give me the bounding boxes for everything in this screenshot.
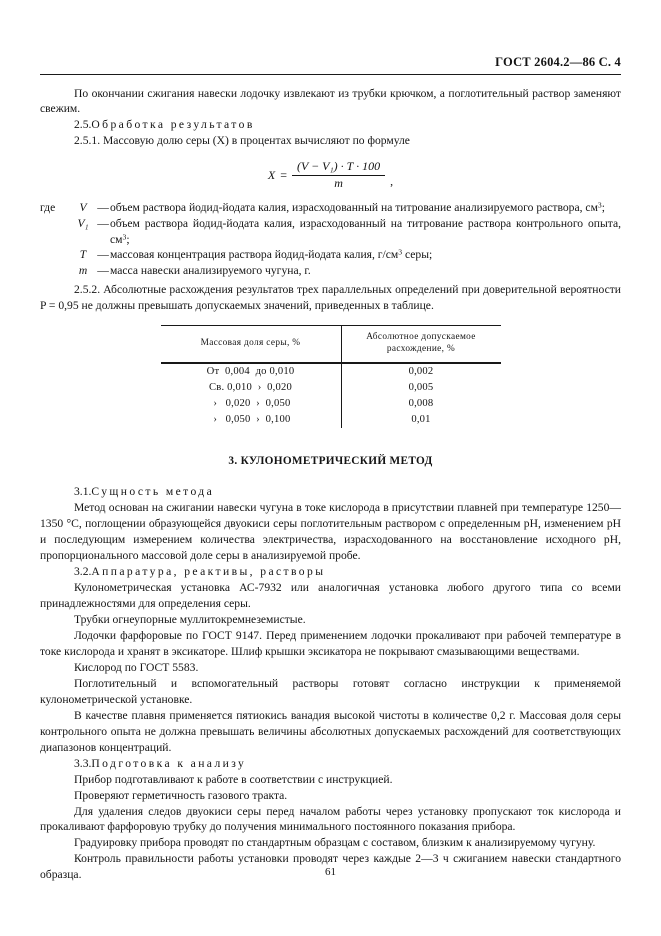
where-label: где — [40, 201, 56, 215]
paragraph-3-3-item: Для удаления следов двуокиси серы перед началом работы через установку пропускают ток кислорода и прокаливают фарфоровую трубку до получения минимального постоянного показания прибора. — [40, 804, 621, 834]
standard-reference: ГОСТ 2604.2—86 С. 4 — [495, 55, 621, 69]
tolerance-table-wrapper — [40, 325, 621, 428]
cell-tolerance: 0,002 — [408, 365, 434, 377]
cell-range — [161, 412, 342, 428]
formula-variable-definitions — [40, 200, 621, 279]
variable-description: объем раствора йодид-йодата калия, израсходованный на титрование раствора контрольного опыта, $см^3$; — [110, 216, 621, 246]
range-value: › 0,020 › 0,050 — [210, 398, 291, 410]
paragraph-2-5-2: 2.5.2. Абсолютные расхождения результатов трех параллельных определений при доверительной вероятности P = 0,95 не должны превышать допускаемых значений, приведенных в таблице. — [40, 282, 621, 312]
subsection-3-2-heading — [40, 564, 621, 580]
formula-denominator: m — [334, 176, 343, 191]
variable-definition-row — [40, 216, 621, 248]
variable-definition-row — [40, 263, 621, 279]
paragraph-3-2-item: Поглотительный и вспомогательный растворы готовят согласно инструкции к применяемой кулонометрической установке. — [40, 676, 621, 706]
page-footer — [0, 866, 661, 878]
paragraph-3-1-body: Метод основан на сжигании навески чугуна в токе кислорода в присутствии плавней при температуре 1250—1350 °С, поглощении образующейся двуокиси серы поглотительным раствором с определенным pH, изменением pH и последующим измерением количества электричества, израсходованного на восстановление исходного pH, пропорционального массовой доле серы в анализируемой пробе. — [40, 500, 621, 562]
paragraph-3-3-item: Градуировку прибора проводят по стандартным образцам с составом, близким к анализируемому чугуну. — [74, 836, 596, 850]
variable-definition-row — [40, 247, 621, 263]
paragraph-3-2-item: В качестве плавня применяется пятиокись ванадия высокой чистоты в количестве 0,2 г. Массовая доля серы контрольного опыта не должна превышать величины абсолютных допускаемых расхождений для соответствующих диапазонов концентраций. — [40, 708, 621, 754]
paragraph-3-3-item: Проверяют герметичность газового тракта. — [74, 788, 288, 802]
subsection-3-2-number: 3.2. — [74, 564, 92, 578]
subsection-2-5-title: Обработка результатов — [91, 118, 255, 132]
range-value: › 0,050 › 0,100 — [210, 414, 291, 426]
table-header — [161, 325, 501, 363]
range-value: От 0,004 до 0,010 — [206, 365, 295, 377]
variable-symbol: T — [79, 248, 87, 262]
formula-equals: = — [280, 168, 287, 183]
column-header-absolute-tolerance: Абсолютное допускаемое расхождение, % — [341, 325, 501, 363]
subsection-3-3-number: 3.3. — [74, 756, 92, 770]
section-3-heading: 3. КУЛОНОМЕТРИЧЕСКИЙ МЕТОД — [228, 455, 433, 468]
variable-description: массовая концентрация раствора йодид-йодата калия, $г/см^3$ серы; — [110, 247, 433, 262]
document-body — [40, 75, 621, 884]
subsection-2-5-number: 2.5. — [74, 118, 92, 132]
paragraph-3-2-item: Лодочки фарфоровые по ГОСТ 9147. Перед применением лодочки прокаливают при рабочей температуре в токе кислорода и хранят в эксикаторе. Шлиф крышки эксикатора не покрывают смазывающими веществами. — [40, 628, 621, 658]
tolerance-table — [161, 325, 501, 428]
variable-dash: — — [97, 264, 109, 278]
variable-description: объем раствора йодид-йодата калия, израсходованный на титрование анализируемого раствора, $см^3$; — [110, 200, 605, 215]
table-row — [161, 363, 501, 380]
column-header-sulfur-fraction: Массовая доля серы, % — [161, 325, 342, 363]
subsection-3-3-heading — [40, 756, 621, 772]
table-header-row — [161, 325, 501, 363]
cell-tolerance: 0,008 — [408, 398, 434, 410]
subsection-3-1-heading — [40, 484, 621, 500]
variable-symbol: m — [78, 264, 88, 278]
formula-lhs: X — [267, 168, 276, 183]
page-number: 61 — [325, 866, 336, 878]
cell-range — [161, 363, 342, 380]
formula-sulfur-mass-fraction — [40, 160, 621, 191]
cell-tolerance: 0,01 — [411, 414, 431, 426]
formula-fraction — [292, 160, 385, 191]
paragraph-3-3-item: Контроль правильности работы установки проводят через каждые 2—3 ч сжиганием навески стандартного образца. — [40, 852, 621, 882]
paragraph-3-2-item: Кулонометрическая установка АС-7932 или аналогичная установка любого другого типа со всеми принадлежностями для определения серы. — [40, 580, 621, 610]
subsection-3-3-title: Подготовка к анализу — [91, 756, 247, 770]
variable-description: масса навески анализируемого чугуна, г. — [110, 264, 311, 278]
variable-symbol: V — [79, 201, 87, 215]
cell-range — [161, 396, 342, 412]
cell-range — [161, 380, 342, 396]
formula-trailing-comma: , — [390, 174, 394, 189]
table-row — [161, 380, 501, 396]
table-body — [161, 363, 501, 428]
range-value: Св. 0,010 › 0,020 — [209, 382, 292, 393]
subsection-3-1-title: Сущность метода — [91, 484, 215, 498]
variable-symbol: V₁ — [77, 216, 89, 230]
subsection-3-2-title: Аппаратура, реактивы, растворы — [91, 564, 326, 578]
variable-dash: — — [97, 201, 109, 215]
page-header — [40, 0, 621, 69]
table-row — [161, 396, 501, 412]
paragraph-3-2-item: Кислород по ГОСТ 5583. — [74, 660, 199, 674]
paragraph-2-5-1: 2.5.1. Массовую долю серы (X) в процентах вычисляют по формуле — [74, 134, 410, 148]
paragraph-3-3-item: Прибор подготавливают к работе в соответствии с инструкцией. — [74, 772, 393, 786]
subsection-3-1-number: 3.1. — [74, 484, 92, 498]
subsection-2-5-heading — [40, 117, 621, 133]
variable-definition-row — [40, 200, 621, 216]
table-row — [161, 412, 501, 428]
formula-numerator: (V − V₁) · T · 100 — [292, 160, 385, 176]
cell-tolerance: 0,005 — [408, 382, 434, 393]
variable-dash: — — [97, 216, 109, 230]
paragraph-intro: По окончании сжигания навески лодочку извлекают из трубки крючком, а поглотительный раствор заменяют свежим. — [40, 86, 621, 116]
paragraph-3-2-item: Трубки огнеупорные муллитокремнеземистые. — [74, 612, 306, 626]
variable-dash: — — [97, 248, 109, 262]
